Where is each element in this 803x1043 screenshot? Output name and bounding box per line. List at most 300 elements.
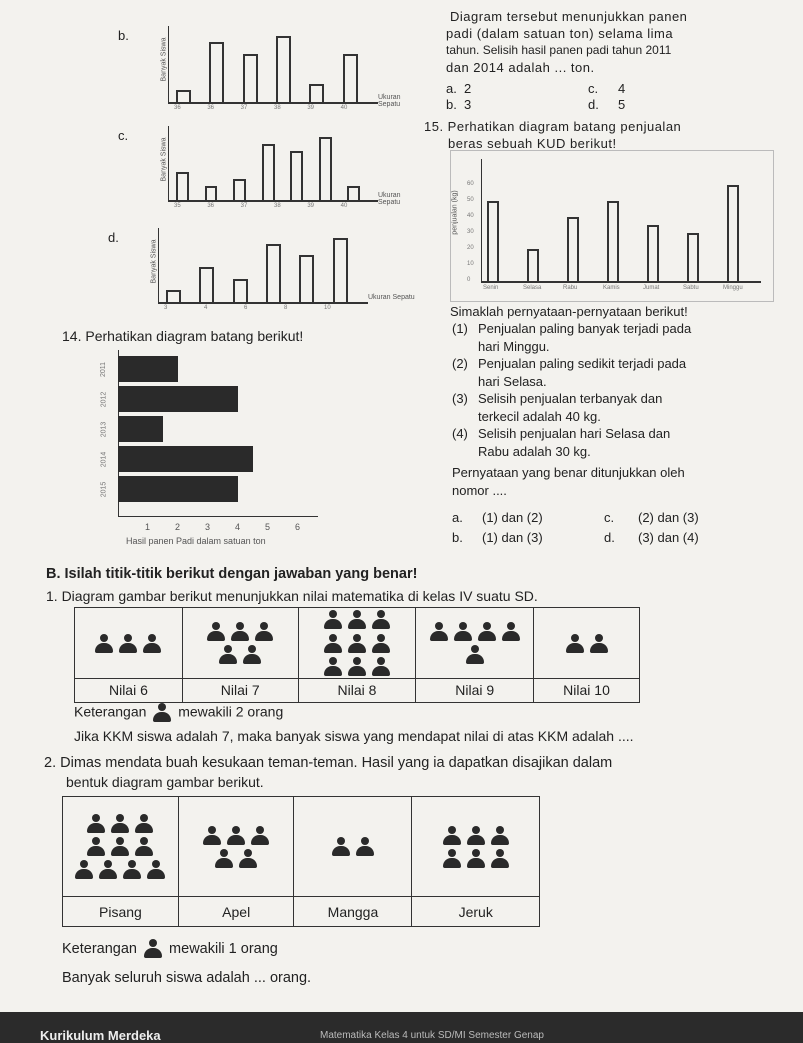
person-head bbox=[100, 634, 108, 642]
person-body bbox=[372, 643, 390, 653]
mini-chart-x-axis bbox=[168, 102, 378, 104]
b2-question: Banyak seluruh siswa adalah ... orang. bbox=[62, 970, 312, 986]
person-body bbox=[491, 835, 509, 845]
person-head bbox=[116, 814, 124, 822]
mini-chart-ylabel: Banyak Siswa bbox=[160, 37, 168, 82]
mini-chart-ylabel: Banyak Siswa bbox=[160, 137, 168, 182]
q14-bar bbox=[118, 446, 253, 472]
picto-label: Mangga bbox=[294, 897, 412, 927]
mini-chart-tick-label: 40 bbox=[340, 203, 348, 209]
person-icon bbox=[250, 826, 270, 846]
q15-statement-line: hari Selasa. bbox=[478, 373, 547, 389]
person-body bbox=[491, 858, 509, 868]
person-head bbox=[448, 826, 456, 834]
q13-opt-b-val: 3 bbox=[464, 97, 472, 112]
mini-chart-bar bbox=[343, 54, 358, 102]
picto-row bbox=[63, 858, 178, 881]
q15-opt-b-val: (1) dan (3) bbox=[482, 530, 543, 545]
person-icon bbox=[134, 814, 154, 834]
person-head bbox=[220, 849, 228, 857]
person-body bbox=[502, 631, 520, 641]
person-head bbox=[128, 860, 136, 868]
mini-chart-bar bbox=[176, 172, 189, 200]
q15-statement-number: (3) bbox=[452, 391, 468, 406]
mini-chart-bar bbox=[243, 54, 258, 102]
picto-label: Nilai 9 bbox=[416, 678, 534, 702]
q14-xlabel: Hasil panen Padi dalam satuan ton bbox=[126, 536, 266, 546]
mini-chart-x-axis bbox=[158, 302, 368, 304]
person-head bbox=[361, 837, 369, 845]
picto-row bbox=[179, 823, 294, 846]
q15-closing-2: nomor .... bbox=[452, 482, 507, 498]
q13-intro bbox=[424, 8, 799, 76]
mini-chart-tick-label: 8 bbox=[284, 305, 288, 311]
person-head bbox=[472, 849, 480, 857]
footer-left: Kurikulum Merdeka bbox=[40, 1028, 161, 1043]
person-icon bbox=[152, 703, 172, 723]
person-body bbox=[332, 846, 350, 856]
person-body bbox=[215, 858, 233, 868]
person-head bbox=[483, 622, 491, 630]
q15-ytick: 0 bbox=[467, 277, 471, 283]
q13-opt-c-key: c. bbox=[588, 81, 599, 96]
q15-bar bbox=[647, 225, 659, 281]
q14-ytick: 2012 bbox=[100, 391, 108, 408]
q15-opt-d-val: (3) dan (4) bbox=[638, 530, 699, 545]
person-head bbox=[459, 622, 467, 630]
person-head bbox=[104, 860, 112, 868]
q14-xtick: 3 bbox=[205, 522, 211, 532]
person-icon bbox=[218, 645, 238, 665]
q15-xtick: Senin bbox=[483, 285, 499, 291]
person-icon bbox=[501, 622, 521, 642]
person-body bbox=[324, 643, 342, 653]
q15-statement-number: (2) bbox=[452, 356, 468, 371]
q14-chart bbox=[90, 350, 330, 550]
person-body bbox=[348, 619, 366, 629]
q15-closing-1: Pernyataan yang benar ditunjukkan oleh bbox=[452, 465, 685, 480]
picto-cell bbox=[178, 797, 294, 897]
person-body bbox=[111, 823, 129, 833]
person-body bbox=[348, 666, 366, 676]
mini-chart-ylabel: Banyak Siswa bbox=[150, 239, 158, 284]
mini-chart-tick-label: 6 bbox=[244, 305, 248, 311]
mini-chart-y-axis bbox=[168, 26, 169, 102]
person-head bbox=[148, 634, 156, 642]
mini-chart-bar bbox=[290, 151, 303, 200]
b1-question: Jika KKM siswa adalah 7, maka banyak siswa yang mendapat nilai di atas KKM adalah .... bbox=[74, 728, 634, 744]
person-icon bbox=[565, 634, 585, 654]
picto-cell bbox=[534, 608, 640, 679]
person-icon bbox=[466, 849, 486, 869]
person-head bbox=[377, 657, 385, 665]
person-icon bbox=[453, 622, 473, 642]
person-head bbox=[232, 826, 240, 834]
q15-xtick: Rabu bbox=[563, 285, 578, 291]
person-body bbox=[443, 858, 461, 868]
person-head bbox=[329, 610, 337, 618]
person-head bbox=[337, 837, 345, 845]
q15-xtick: Kamis bbox=[603, 285, 620, 291]
b2-title bbox=[44, 754, 612, 792]
picto-label: Jeruk bbox=[412, 897, 540, 927]
q15-bar bbox=[527, 249, 539, 281]
q15-x-axis bbox=[481, 281, 761, 283]
q13-opt-d-val: 5 bbox=[618, 97, 626, 112]
q14-xtick: 2 bbox=[175, 522, 181, 532]
person-icon bbox=[94, 634, 114, 654]
b1-legend-post: mewakili 2 orang bbox=[178, 703, 284, 720]
section-b-heading: B. Isilah titik-titik berikut dengan jawaban yang benar! bbox=[46, 566, 418, 582]
q15-opt-c-key: c. bbox=[604, 510, 615, 525]
person-body bbox=[119, 643, 137, 653]
footer-bar bbox=[0, 1012, 803, 1043]
person-body bbox=[111, 846, 129, 856]
q15-chart bbox=[450, 150, 774, 302]
mini-chart-tick-label: 35 bbox=[174, 203, 181, 209]
person-icon bbox=[347, 657, 367, 677]
person-head bbox=[236, 622, 244, 630]
picto-row bbox=[75, 631, 182, 654]
mini-chart-y-axis bbox=[168, 126, 169, 200]
person-body bbox=[231, 631, 249, 641]
person-icon bbox=[86, 837, 106, 857]
person-icon bbox=[490, 849, 510, 869]
person-body bbox=[454, 631, 472, 641]
b1-legend bbox=[74, 702, 283, 724]
person-head bbox=[329, 634, 337, 642]
q15-title-line-2: beras sebuah KUD berikut! bbox=[448, 136, 617, 151]
person-body bbox=[95, 643, 113, 653]
person-body bbox=[430, 631, 448, 641]
mini-chart-bar bbox=[319, 137, 332, 200]
picto-row bbox=[416, 620, 533, 667]
q15-opt-d-key: d. bbox=[604, 530, 615, 545]
q14-bar bbox=[118, 356, 178, 382]
q15-statement bbox=[452, 320, 792, 355]
q15-ytick: 10 bbox=[467, 261, 474, 267]
person-head bbox=[248, 645, 256, 653]
picto-label: Nilai 6 bbox=[75, 678, 183, 702]
mini-chart-label: d. bbox=[108, 230, 119, 245]
person-head bbox=[571, 634, 579, 642]
mini-chart-tick-label: 39 bbox=[307, 105, 315, 111]
q15-bar bbox=[607, 201, 619, 281]
person-head bbox=[377, 634, 385, 642]
q15-xtick: Minggu bbox=[723, 285, 743, 291]
person-icon bbox=[110, 814, 130, 834]
q13-opt-a-val: 2 bbox=[464, 81, 472, 96]
person-body bbox=[219, 654, 237, 664]
picto-row bbox=[412, 823, 539, 846]
q13-opt-c-val: 4 bbox=[618, 81, 626, 96]
mini-chart-tick-label: 38 bbox=[274, 203, 281, 209]
person-body bbox=[87, 846, 105, 856]
mini-chart-b bbox=[118, 18, 418, 120]
q15-bar bbox=[567, 217, 579, 281]
q15-ytick: 40 bbox=[467, 213, 474, 219]
picto-cell bbox=[298, 608, 416, 679]
person-body bbox=[478, 631, 496, 641]
person-body bbox=[590, 643, 608, 653]
person-head bbox=[80, 860, 88, 868]
picto-row bbox=[183, 643, 298, 666]
q13-line-1: Diagram tersebut menunjukkan panen bbox=[450, 9, 688, 24]
person-head bbox=[435, 622, 443, 630]
q14-ytick: 2013 bbox=[100, 421, 108, 438]
picto-label: Nilai 8 bbox=[298, 678, 416, 702]
person-icon bbox=[371, 610, 391, 630]
person-head bbox=[116, 837, 124, 845]
mini-chart-tick-label: 36 bbox=[207, 203, 215, 209]
person-icon bbox=[490, 826, 510, 846]
person-head bbox=[353, 634, 361, 642]
mini-chart-bar bbox=[176, 90, 191, 102]
q15-statement-line: Penjualan paling banyak terjadi pada bbox=[478, 321, 692, 336]
picto-cell bbox=[416, 608, 534, 679]
q15-title-line-1: 15. Perhatikan diagram batang penjualan bbox=[424, 119, 682, 134]
person-icon bbox=[442, 826, 462, 846]
person-head bbox=[471, 645, 479, 653]
q15-opt-a-key: a. bbox=[452, 510, 463, 525]
person-icon bbox=[238, 849, 258, 869]
person-head bbox=[472, 826, 480, 834]
person-icon bbox=[86, 814, 106, 834]
person-head bbox=[329, 657, 337, 665]
person-body bbox=[239, 858, 257, 868]
person-body bbox=[207, 631, 225, 641]
person-icon bbox=[466, 826, 486, 846]
person-icon bbox=[589, 634, 609, 654]
mini-chart-bar bbox=[266, 244, 281, 302]
person-icon bbox=[242, 645, 262, 665]
q15-ytick: 30 bbox=[467, 229, 474, 235]
q15-ytick: 50 bbox=[467, 197, 474, 203]
q14-xtick: 1 bbox=[145, 522, 151, 532]
picto-label: Pisang bbox=[63, 897, 179, 927]
q15-opt-a-val: (1) dan (2) bbox=[482, 510, 543, 525]
q15-prompt: Simaklah pernyataan-pernyataan berikut! bbox=[450, 304, 688, 319]
person-icon bbox=[477, 622, 497, 642]
person-body bbox=[135, 846, 153, 856]
picto-table-2 bbox=[62, 796, 540, 927]
q15-ytick: 60 bbox=[467, 181, 474, 187]
q15-statement-line: Selisih penjualan hari Selasa dan bbox=[478, 426, 671, 441]
q15-opt-b-key: b. bbox=[452, 530, 463, 545]
mini-chart-tick-label: 38 bbox=[274, 105, 281, 111]
person-icon bbox=[429, 622, 449, 642]
person-icon bbox=[142, 634, 162, 654]
mini-chart-bar bbox=[199, 267, 214, 302]
q15-y-axis bbox=[481, 159, 482, 281]
mini-chart-xlabel: Ukuran Sepatu bbox=[368, 294, 415, 301]
mini-chart-c bbox=[118, 118, 418, 218]
mini-chart-bar bbox=[347, 186, 360, 200]
person-icon bbox=[323, 634, 343, 654]
mini-chart-label: c. bbox=[118, 128, 129, 143]
picto-row bbox=[412, 847, 539, 870]
q13-line-3: tahun. Selisih hasil panen padi tahun 2011 bbox=[446, 43, 672, 57]
person-head bbox=[496, 849, 504, 857]
person-head bbox=[92, 814, 100, 822]
mini-chart-x-axis bbox=[168, 200, 378, 202]
mini-chart-label: b. bbox=[118, 28, 129, 43]
person-icon bbox=[323, 657, 343, 677]
person-body bbox=[324, 666, 342, 676]
mini-chart-tick-label: 37 bbox=[240, 203, 248, 209]
person-icon bbox=[347, 610, 367, 630]
b2-legend-post: mewakili 1 orang bbox=[169, 940, 278, 957]
person-body bbox=[372, 619, 390, 629]
person-icon bbox=[118, 634, 138, 654]
person-body bbox=[372, 666, 390, 676]
picto-row bbox=[183, 620, 298, 643]
person-body bbox=[123, 869, 141, 879]
mini-chart-xlabel: Ukuran Sepatu bbox=[378, 94, 401, 108]
person-icon bbox=[254, 622, 274, 642]
person-head bbox=[377, 610, 385, 618]
q14-bar bbox=[118, 386, 238, 412]
q14-xtick: 6 bbox=[295, 522, 301, 532]
picto-cell bbox=[294, 797, 412, 897]
person-head bbox=[353, 610, 361, 618]
q14-title: 14. Perhatikan diagram batang berikut! bbox=[62, 328, 304, 344]
mini-chart-bar bbox=[309, 84, 324, 102]
person-head bbox=[140, 814, 148, 822]
mini-chart-bar bbox=[233, 179, 246, 200]
person-icon bbox=[442, 849, 462, 869]
person-body bbox=[467, 858, 485, 868]
picto-row bbox=[294, 835, 411, 858]
mini-chart-y-axis bbox=[158, 228, 159, 302]
person-body bbox=[255, 631, 273, 641]
q14-xtick: 4 bbox=[235, 522, 241, 532]
mini-chart-tick-label: 37 bbox=[240, 105, 248, 111]
person-head bbox=[496, 826, 504, 834]
person-body bbox=[356, 846, 374, 856]
q15-options bbox=[452, 510, 792, 550]
person-body bbox=[566, 643, 584, 653]
b2-title-1: 2. Dimas mendata buah kesukaan teman-teman. Hasil yang ia dapatkan disajikan dalam bbox=[44, 755, 613, 771]
person-icon bbox=[110, 837, 130, 857]
person-icon bbox=[74, 860, 94, 880]
person-icon bbox=[323, 610, 343, 630]
mini-chart-tick-label: 39 bbox=[307, 203, 315, 209]
q15-statement-line: terkecil adalah 40 kg. bbox=[478, 408, 601, 424]
person-body bbox=[466, 654, 484, 664]
mini-chart-tick-label: 36 bbox=[207, 105, 215, 111]
person-body bbox=[203, 835, 221, 845]
person-head bbox=[595, 634, 603, 642]
person-icon bbox=[347, 634, 367, 654]
q14-ytick: 2011 bbox=[100, 361, 108, 378]
q13-line-2: padi (dalam satuan ton) selama lima bbox=[446, 26, 674, 41]
q14-bar bbox=[118, 476, 238, 502]
mini-chart-bar bbox=[233, 279, 248, 302]
picto-label: Nilai 7 bbox=[182, 678, 298, 702]
person-icon bbox=[371, 657, 391, 677]
person-head bbox=[507, 622, 515, 630]
picto-row bbox=[299, 655, 416, 678]
picto-label: Apel bbox=[178, 897, 294, 927]
person-head bbox=[448, 849, 456, 857]
mini-chart-bar bbox=[166, 290, 181, 302]
person-head bbox=[152, 860, 160, 868]
picto-row bbox=[179, 847, 294, 870]
q13-opt-d-key: d. bbox=[588, 97, 599, 112]
picto-row bbox=[63, 835, 178, 858]
picto-row bbox=[534, 631, 639, 654]
picto-cell bbox=[75, 608, 183, 679]
q15-statement bbox=[452, 390, 792, 425]
mini-chart-tick-label: 40 bbox=[340, 105, 348, 111]
person-icon bbox=[226, 826, 246, 846]
mini-chart-xlabel: Ukuran Sepatu bbox=[378, 192, 401, 206]
mini-chart-tick-label: 4 bbox=[204, 305, 208, 311]
b2-title-2: bentuk diagram gambar berikut. bbox=[66, 774, 264, 790]
q14-xtick: 5 bbox=[265, 522, 271, 532]
q15-bar bbox=[487, 201, 499, 281]
q14-ytick: 2014 bbox=[100, 451, 108, 468]
person-body bbox=[143, 643, 161, 653]
person-body bbox=[99, 869, 117, 879]
person-head bbox=[353, 657, 361, 665]
q15-title bbox=[424, 118, 799, 152]
mini-chart-tick-label: 36 bbox=[174, 105, 181, 111]
q14-bar bbox=[118, 416, 163, 442]
picto-cell bbox=[63, 797, 179, 897]
q14-x-axis bbox=[118, 516, 318, 517]
person-body bbox=[443, 835, 461, 845]
person-body bbox=[324, 619, 342, 629]
q15-statement-line: Penjualan paling sedikit terjadi pada bbox=[478, 356, 687, 371]
person-icon bbox=[98, 860, 118, 880]
q15-opt-c-val: (2) dan (3) bbox=[638, 510, 699, 525]
person-icon bbox=[202, 826, 222, 846]
q15-statement-line: hari Minggu. bbox=[478, 338, 550, 354]
q15-statements bbox=[452, 320, 792, 499]
person-body bbox=[75, 869, 93, 879]
person-icon bbox=[331, 837, 351, 857]
person-body bbox=[251, 835, 269, 845]
person-head bbox=[260, 622, 268, 630]
person-icon bbox=[230, 622, 250, 642]
mini-chart-bar bbox=[276, 36, 291, 102]
person-body bbox=[467, 835, 485, 845]
q15-ylabel: penjualan (kg) bbox=[451, 190, 459, 235]
picto-row bbox=[63, 812, 178, 835]
person-head bbox=[140, 837, 148, 845]
q15-xtick: Selasa bbox=[523, 285, 542, 291]
person-icon bbox=[206, 622, 226, 642]
person-icon bbox=[371, 634, 391, 654]
mini-chart-bar bbox=[205, 186, 218, 200]
q15-statement-number: (1) bbox=[452, 321, 468, 336]
picto-table-1 bbox=[74, 607, 640, 703]
q14-ytick: 2015 bbox=[100, 481, 108, 498]
person-head bbox=[244, 849, 252, 857]
person-head bbox=[124, 634, 132, 642]
person-icon bbox=[465, 645, 485, 665]
person-body bbox=[87, 823, 105, 833]
q15-statement bbox=[452, 355, 792, 390]
q15-bar bbox=[687, 233, 699, 281]
person-head bbox=[212, 622, 220, 630]
person-head bbox=[224, 645, 232, 653]
q13-opt-a-key: a. bbox=[446, 81, 457, 96]
person-body bbox=[243, 654, 261, 664]
b1-legend-pre: Keterangan bbox=[74, 703, 147, 720]
